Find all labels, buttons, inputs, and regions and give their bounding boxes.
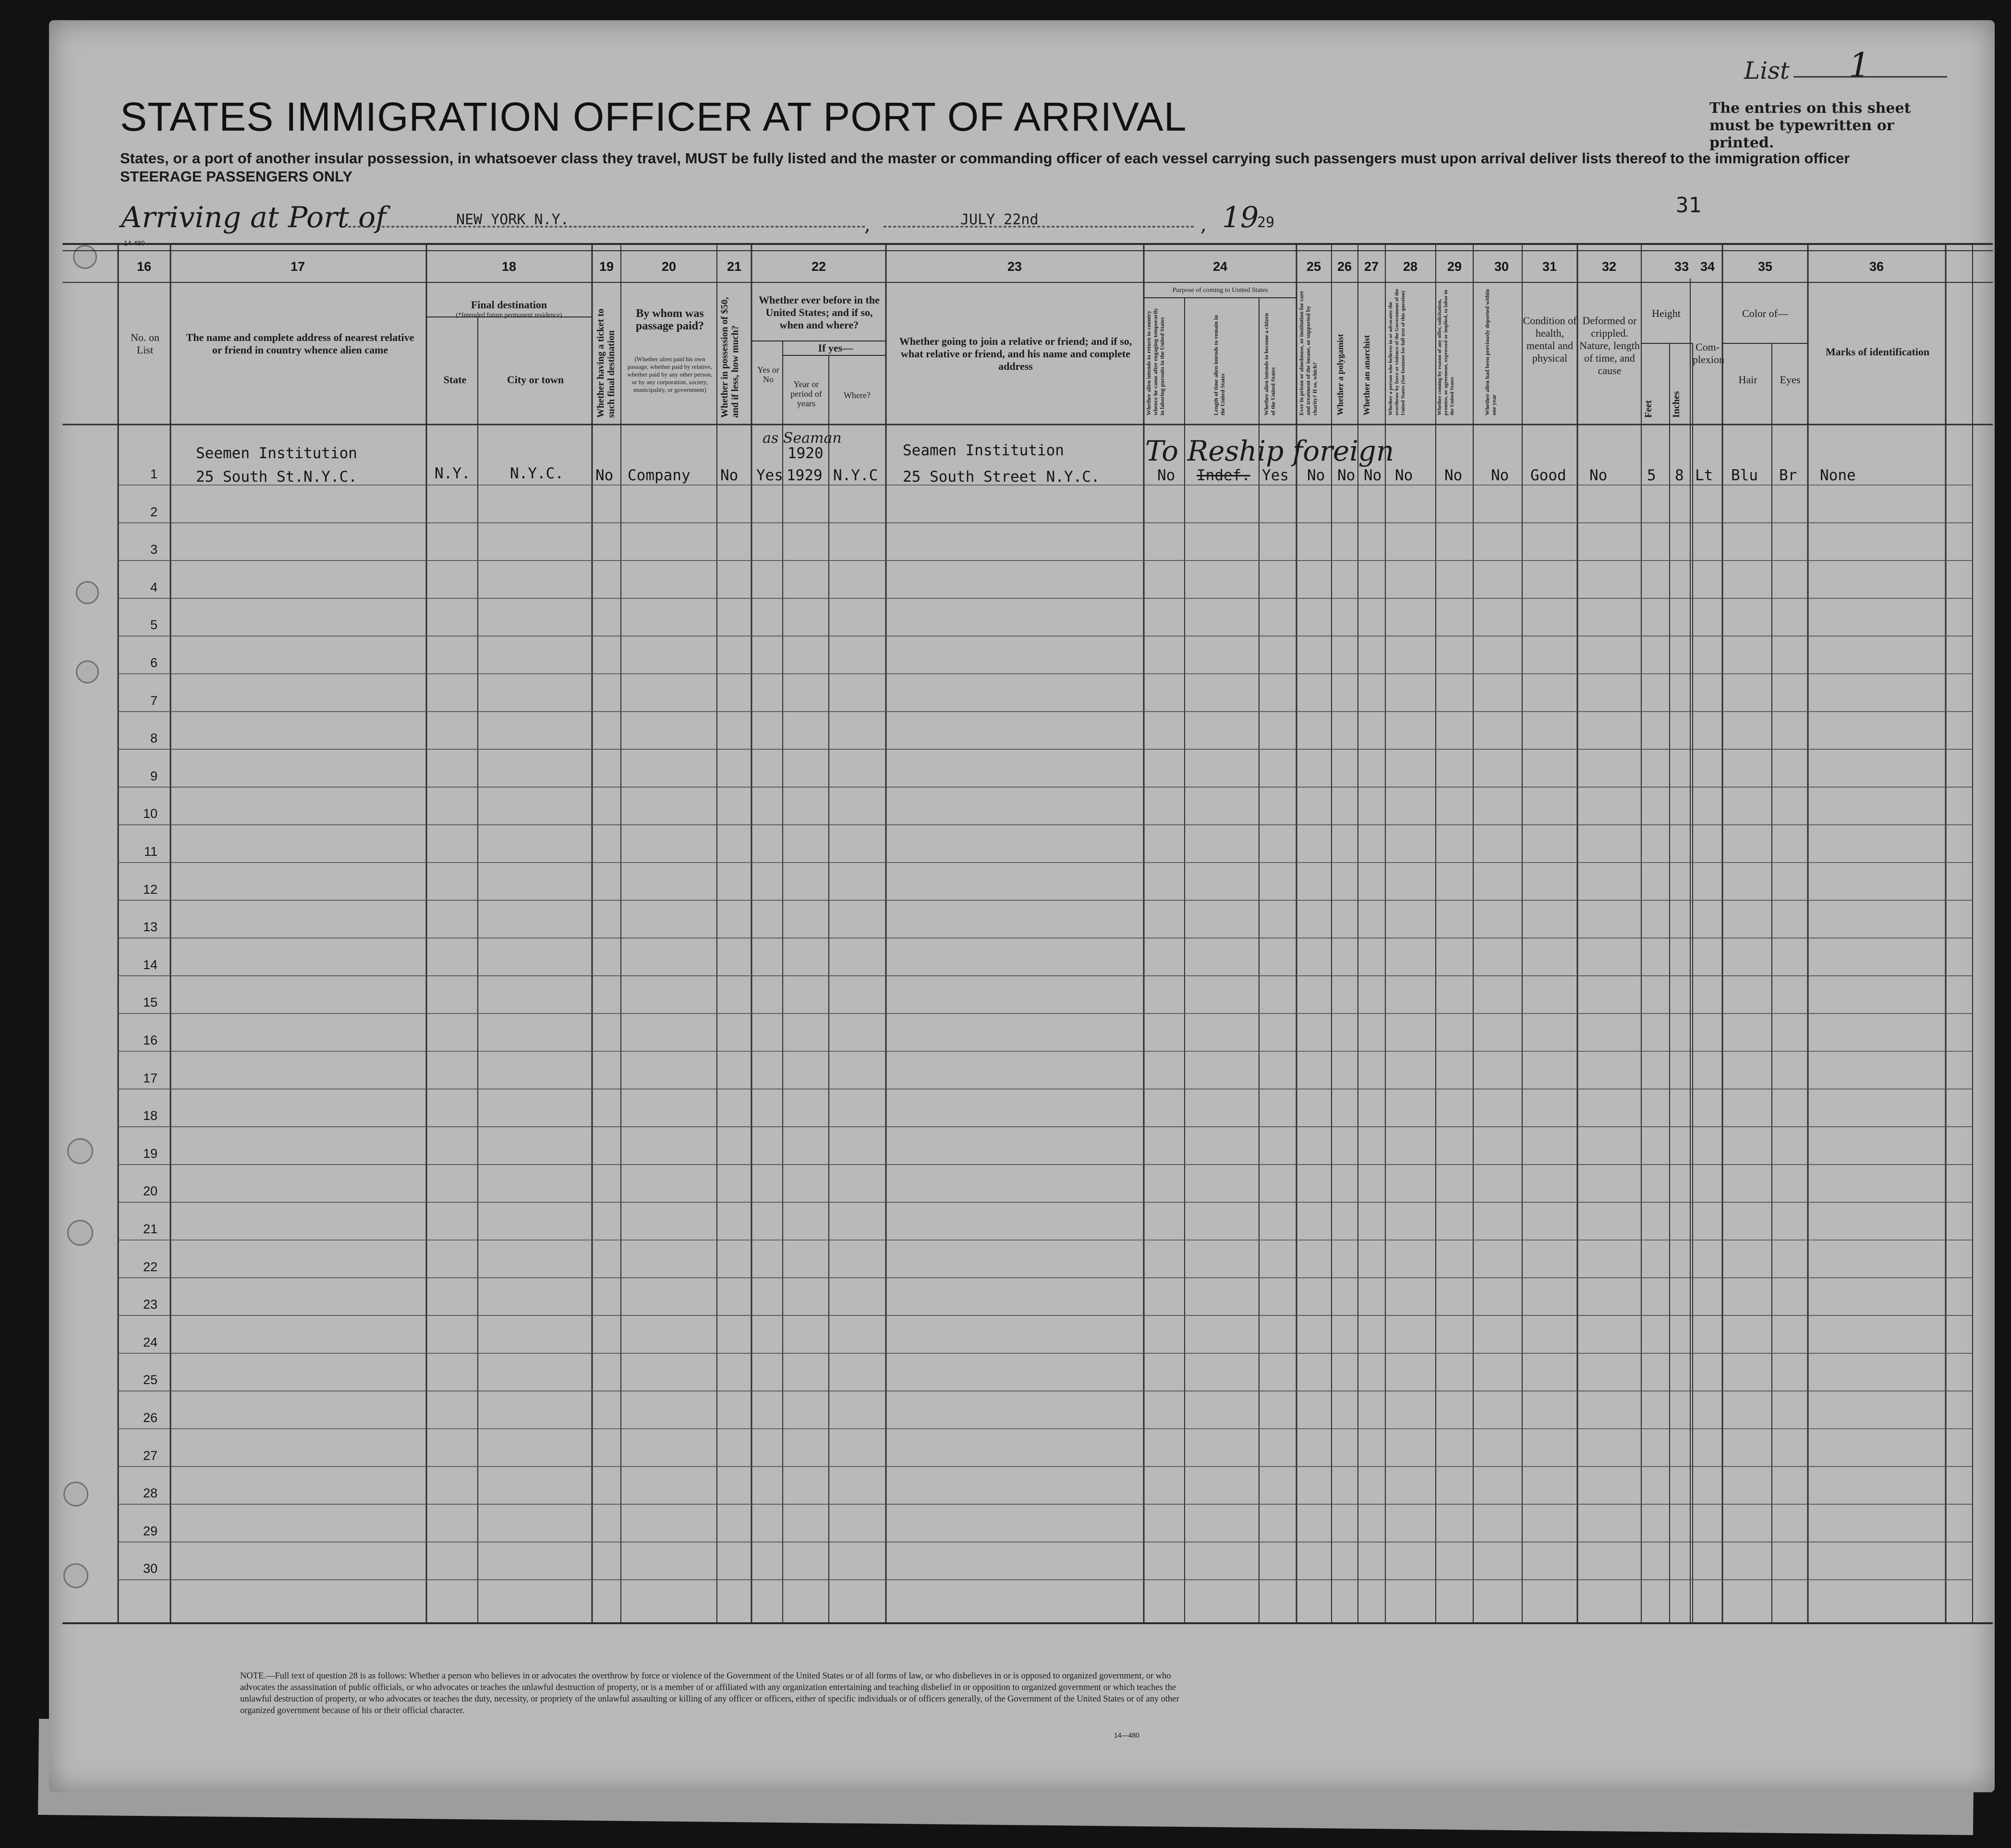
header-passage-paid-note: (Whether alien paid his own passage, whether paid by relative, whether paid by any other person, or by any corporation, society, municipality, or government) [627, 355, 713, 393]
header-feet: Feet [1643, 400, 1654, 418]
row-number: 1 [150, 467, 157, 481]
row-number: 9 [150, 768, 157, 783]
column-number: 34 [1700, 259, 1715, 274]
header-yes-or-no: Yes or No [757, 365, 779, 384]
row1-relative-line2: 25 South St.N.Y.C. [196, 468, 357, 486]
row1-state: N.Y. [435, 465, 471, 482]
header-final-destination: Final destination [471, 299, 547, 311]
row-number: 28 [143, 1486, 157, 1501]
column-number: 30 [1494, 259, 1509, 274]
row1-relative-line1: Seemen Institution [196, 445, 357, 462]
row1-citizen: Yes [1262, 467, 1289, 484]
row1-year-2: 1929 [787, 467, 823, 484]
column-number: 35 [1757, 259, 1773, 274]
header-year-period: Year or period of years [790, 379, 822, 408]
row-number: 26 [143, 1410, 157, 1425]
sheet-number: 31 [1676, 193, 1701, 218]
typewritten-note: The entries on this sheet must be typewritten or printed. [1709, 100, 1911, 151]
row1-condition: Good [1530, 467, 1566, 484]
row-number: 13 [143, 920, 157, 935]
header-no-on-list: No. on List [131, 331, 159, 356]
column-number: 36 [1869, 259, 1884, 274]
header-where: Where? [844, 390, 871, 400]
form-subtitle: States, or a port of another insular possession, in whatsoever class they travel, MUST be fully listed and the master or commanding officer of each vessel carrying such passengers must upon arrival deliver lists thereof to the immigration officer [120, 150, 1850, 167]
column-number: 31 [1542, 259, 1557, 274]
header-hair: Hair [1738, 374, 1757, 386]
footnote: NOTE.—Full text of question 28 is as follows: Whether a person who believes in or advocates the overthrow by force or violence of the Government of the United States or of all forms of law, or who disbelieves in or is opposed to organized government, or who advocates the assassination of public officials, or who advocates or teaches the unlawful destruction of property, or is a member of or affiliated with any organization entertaining and teaching disbelief in or opposition to organized government or which teaches the unlawful destruction of property, or who advocates or teaches the duty, necessity, or propriety of the unlawful assaulting or killing of any officer or officers, either of specific individuals or of officers generally, of the Government of the United States or of any other organized government because of his or their official character. [240, 1671, 1179, 1715]
row1-return: No [1157, 467, 1175, 484]
list-number: 1 [1849, 46, 1870, 85]
row-number: 30 [143, 1561, 157, 1576]
date-value: JULY 22nd [960, 211, 1039, 228]
header-final-destination-note: (*Intended future permanent residence) [456, 312, 562, 319]
row1-prison: No [1307, 467, 1325, 484]
column-number: 26 [1337, 259, 1352, 274]
row-number: 15 [143, 995, 157, 1010]
header-inches: Inches [1671, 391, 1682, 418]
header-ticket: Whether having a ticket to such final destination [595, 308, 617, 418]
row-number: 7 [150, 693, 157, 708]
header-purpose-return: Whether alien intends to return to country whence he came after engaging temporarily in laboring pursuits in the United States [1145, 308, 1165, 415]
row-number: 17 [143, 1070, 157, 1085]
row-number: 29 [143, 1523, 157, 1538]
header-joining: Whether going to join a relative or friend; and if so, what relative or friend, and his name and complete address [899, 335, 1132, 372]
header-purpose-citizen: Whether alien intends to become a citizen of the United States [1263, 313, 1276, 415]
row-number: 24 [143, 1335, 157, 1350]
row1-ticket: No [595, 467, 614, 484]
row-number: 21 [143, 1222, 157, 1236]
row-number: 20 [143, 1184, 157, 1199]
row1-year-annotation: as Seaman [763, 430, 842, 447]
row1-joining-line2: 25 South Street N.Y.C. [903, 468, 1100, 486]
header-purpose-length: Length of time alien intends to remain in the United States [1212, 315, 1226, 415]
row-number: 16 [143, 1033, 157, 1047]
column-number: 16 [136, 259, 152, 274]
column-number: 19 [599, 259, 614, 274]
column-number: 23 [1007, 259, 1022, 274]
header-state: State [443, 374, 467, 386]
header-anarchist: Whether an anarchist [1362, 335, 1371, 415]
header-prison: Ever in prison or almshouse, or institution for care and treatment of the insane, or supported by charity? If so, which? [1298, 291, 1318, 415]
row1-where: N.Y.C [833, 467, 878, 484]
corner-code: 14-480 [124, 239, 145, 247]
page-title: STATES IMMIGRATION OFFICER AT PORT OF ARRIVAL [120, 94, 1187, 139]
row1-anarchist: No [1364, 467, 1382, 484]
header-eyes: Eyes [1780, 374, 1801, 386]
row-number: 19 [143, 1146, 157, 1161]
row1-polygamist: No [1337, 467, 1356, 484]
header-color-of: Color of— [1742, 307, 1788, 319]
header-labor-offer: Whether coming by reason of any offer, solicitation, promise, or agreement, expressed or implied, to labor in the United States [1437, 290, 1455, 415]
header-overthrow: Whether a person who believes in or advocates the overthrow by force or violence of the Government of the United States (See footnote for full text of this question) [1388, 289, 1406, 415]
header-condition: Condition of health, mental and physical [1523, 315, 1577, 364]
header-polygamist: Whether a polygamist [1335, 334, 1345, 415]
header-marks: Marks of identification [1825, 346, 1930, 358]
row-number: 2 [150, 504, 157, 519]
column-number: 32 [1601, 259, 1617, 274]
comma: , [1200, 214, 1207, 236]
steerage-label: STEERAGE PASSENGERS ONLY [120, 168, 353, 185]
row1-length: Indef. [1197, 467, 1250, 484]
column-number: 20 [661, 259, 677, 274]
row1-city: N.Y.C. [510, 465, 564, 482]
column-number: 17 [290, 259, 305, 274]
row1-feet: 5 [1647, 467, 1656, 484]
header-purpose: Purpose of coming to United States [1172, 287, 1268, 294]
header-passage-paid: By whom was passage paid? [635, 307, 704, 332]
year-suffix: 29 [1257, 214, 1275, 231]
row1-deported: No [1491, 467, 1509, 484]
row1-eyes: Br [1779, 467, 1797, 484]
row-number: 3 [150, 542, 157, 557]
column-number: 21 [727, 259, 742, 274]
row-number: 22 [143, 1259, 157, 1274]
row1-year-1: 1920 [787, 445, 824, 462]
row-number: 10 [143, 806, 157, 821]
row-number: 23 [143, 1297, 157, 1312]
row1-purpose-handwritten: To Reship foreign [1145, 435, 1394, 467]
row-number: 18 [143, 1108, 157, 1123]
row1-marks: None [1820, 467, 1856, 484]
row-number: 8 [150, 731, 157, 746]
column-number: 18 [501, 259, 517, 274]
header-city: City or town [507, 374, 564, 386]
row1-complexion: Lt [1695, 467, 1713, 484]
column-number: 25 [1306, 259, 1321, 274]
header-ever-before: Whether ever before in the United States; and if so, when and where? [759, 294, 880, 331]
row-number: 11 [144, 844, 157, 859]
column-number: 28 [1403, 259, 1418, 274]
row-number: 4 [150, 580, 157, 595]
column-number: 33 [1674, 259, 1689, 274]
row-number: 25 [143, 1373, 157, 1387]
year-prefix: 19 [1222, 201, 1259, 234]
row1-ever-before: Yes [756, 467, 783, 484]
row-number: 5 [150, 618, 157, 632]
row1-paid-by: Company [628, 467, 691, 484]
header-deported: Whether alien had been previously deported within one year [1484, 289, 1497, 415]
header-deformed: Deformed or crippled. Nature, length of time, and cause [1579, 315, 1640, 377]
header-if-yes: If yes— [818, 342, 853, 354]
row1-overthrow: No [1395, 467, 1413, 484]
column-number: 22 [811, 259, 826, 274]
row-number: 14 [143, 957, 157, 972]
row1-inches: 8 [1675, 467, 1684, 484]
row1-money: No [720, 467, 739, 484]
header-relative-abroad: The name and complete address of nearest relative or friend in country whence alien came [186, 331, 414, 356]
form-code: 14—480 [1114, 1731, 1139, 1739]
header-money: Whether in possession of $50, and if less, how much? [719, 297, 740, 418]
column-number: 24 [1212, 259, 1228, 274]
port-value: NEW YORK N.Y. [456, 211, 569, 228]
row1-deformed: No [1589, 467, 1608, 484]
row-number: 27 [143, 1448, 157, 1463]
arriving-label: Arriving at Port of [121, 201, 387, 234]
row1-joining-line1: Seamen Institution [903, 442, 1064, 459]
list-label: List [1744, 57, 1790, 85]
row1-hair: Blu [1731, 467, 1758, 484]
column-number: 29 [1447, 259, 1462, 274]
row-number: 6 [150, 656, 157, 670]
row-number: 12 [143, 882, 157, 897]
comma: , [864, 214, 871, 236]
column-number: 27 [1364, 259, 1379, 274]
header-complexion: Com- plexion [1693, 341, 1724, 365]
header-height: Height [1652, 307, 1681, 319]
row1-labor-offer: No [1444, 467, 1463, 484]
